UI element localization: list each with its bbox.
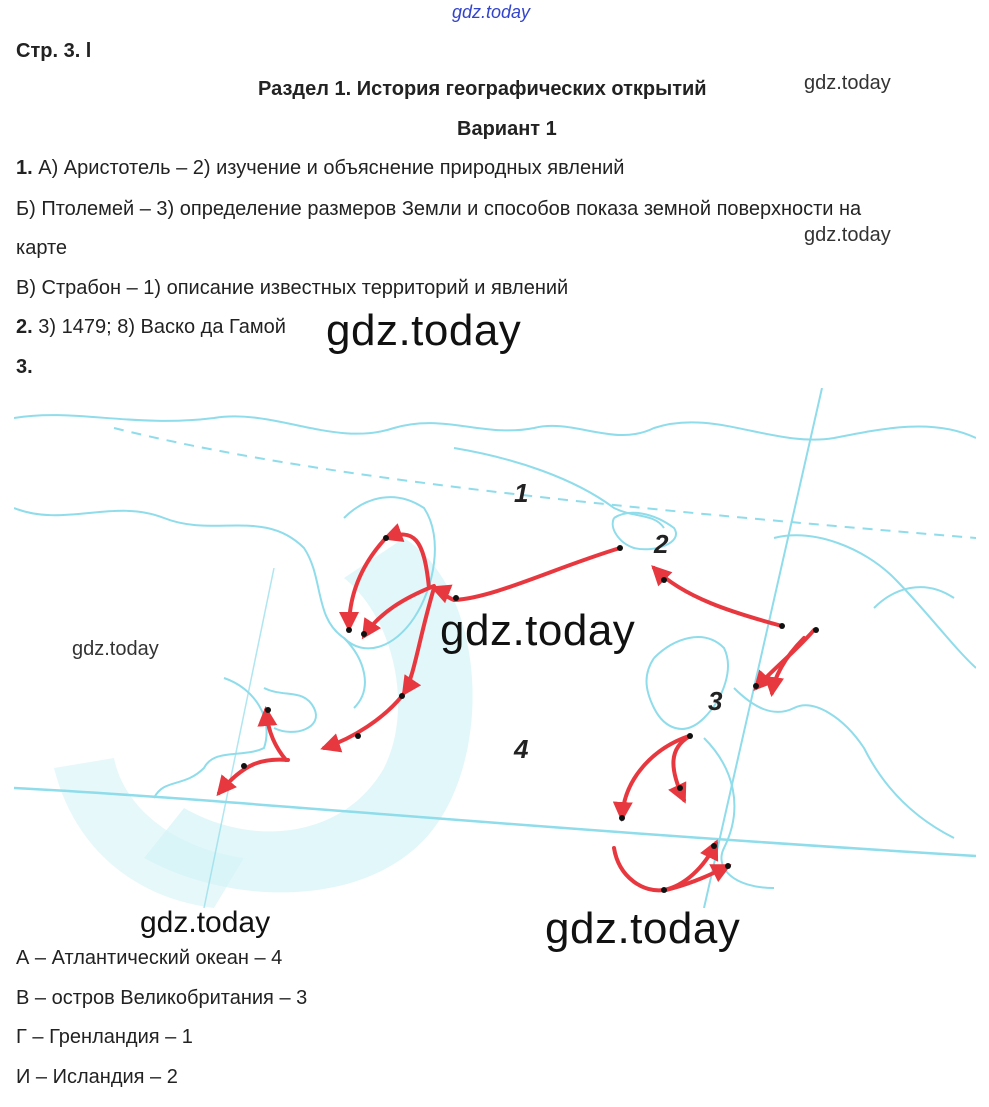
meridian-line	[704, 388, 822, 908]
section-title: Раздел 1. История географических открытий	[258, 78, 707, 100]
route-point	[813, 627, 819, 633]
route-point	[779, 623, 785, 629]
route-point	[241, 763, 247, 769]
route-point	[661, 887, 667, 893]
answer-c: Г – Гренландия – 1	[16, 1026, 193, 1048]
route-point	[725, 863, 731, 869]
q1-number: 1.	[16, 157, 33, 179]
map-label-2: 2	[654, 529, 669, 559]
answer-d: И – Исландия – 2	[16, 1066, 178, 1088]
q1-line-a	[16, 157, 624, 180]
watermark-bottom-left: gdz.today	[140, 906, 271, 939]
route-point	[711, 843, 717, 849]
route-point	[619, 815, 625, 821]
route-point	[399, 693, 405, 699]
route-point	[383, 535, 389, 541]
route-point	[677, 785, 683, 791]
polar-circle	[114, 428, 976, 538]
route-point	[361, 631, 367, 637]
watermark-top: gdz.today	[452, 2, 531, 22]
map-label-4: 4	[514, 734, 529, 764]
route-point	[346, 627, 352, 633]
q1-answer-b-line2: карте	[16, 237, 68, 259]
route-point	[661, 577, 667, 583]
map-label-3: 3	[708, 686, 723, 716]
watermark-left: gdz.today	[72, 638, 159, 660]
q2-answer: 3) 1479; 8) Васко да Гамой	[38, 316, 286, 338]
route-norway-iceland	[654, 568, 782, 626]
q3-number: 3.	[16, 356, 33, 378]
route-point	[265, 707, 271, 713]
q1-answer-a: А) Аристотель – 2) изучение и объяснение природных явлений	[38, 157, 625, 179]
watermark-big-1: gdz.today	[326, 306, 522, 355]
variant-title: Вариант 1	[457, 118, 557, 140]
route-america	[324, 696, 402, 748]
route-iceland-greenland	[434, 548, 620, 600]
answer-b: В – остров Великобритания – 3	[16, 987, 308, 1009]
route-point	[453, 595, 459, 601]
route-point	[617, 545, 623, 551]
q1-answer-b-line1: Б) Птолемей – 3) определение размеров Земли и способов показа земной поверхности на	[16, 198, 862, 220]
watermark-bottom-big: gdz.today	[545, 904, 741, 953]
route-point	[753, 683, 759, 689]
q2-line	[16, 316, 286, 339]
page-reference: Стр. 3. l	[16, 40, 92, 62]
watermark-header: gdz.today	[804, 72, 891, 94]
answer-a: А – Атлантический океан – 4	[16, 947, 283, 969]
q1-answer-c: В) Страбон – 1) описание известных территорий и явлений	[16, 277, 569, 299]
route-newfoundland	[266, 710, 286, 760]
route-point	[355, 733, 361, 739]
route-med-a	[614, 843, 716, 890]
watermark-big-2: gdz.today	[440, 606, 636, 655]
route-point	[687, 733, 693, 739]
map-label-1: 1	[514, 478, 529, 508]
watermark-mid: gdz.today	[804, 224, 891, 246]
q2-number: 2.	[16, 316, 33, 338]
